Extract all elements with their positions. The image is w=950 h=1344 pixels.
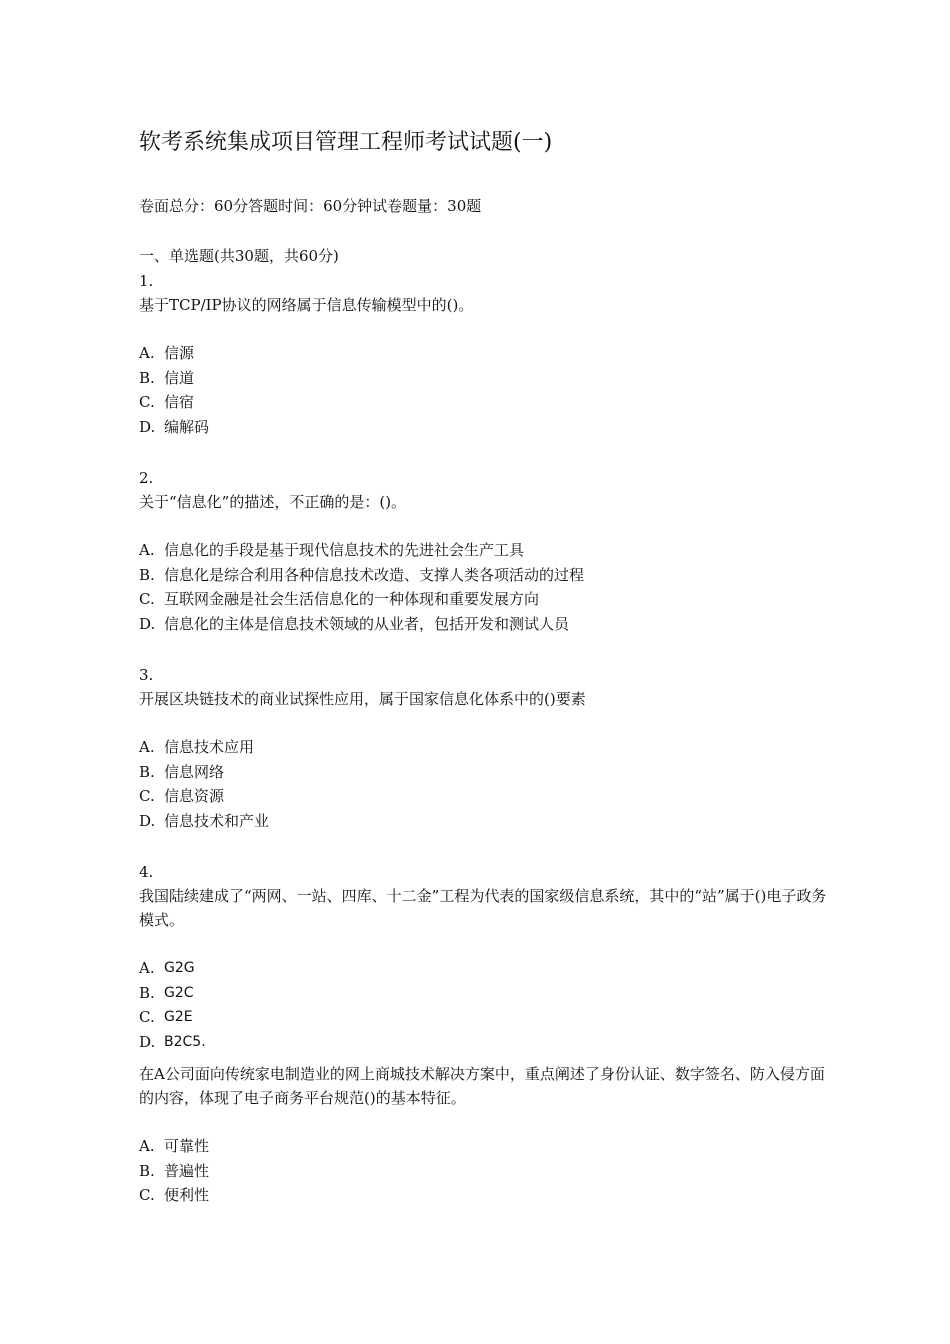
option-a xyxy=(139,1134,829,1159)
exam-meta: 卷面总分：60分答题时间：60分钟试卷题量：30题 xyxy=(139,197,482,215)
question-stem: 关于“信息化”的描述，不正确的是：()。 xyxy=(139,493,407,511)
option-text: 互联网金融是社会生活信息化的一种体现和重要发展方向 xyxy=(164,590,540,609)
question-number: 4. xyxy=(139,863,154,881)
document-title: 软考系统集成项目管理工程师考试试题(一) xyxy=(139,130,553,155)
option-text: 信宿 xyxy=(164,393,195,412)
option-c xyxy=(139,784,829,809)
option-d xyxy=(139,809,829,834)
option-b xyxy=(139,981,829,1006)
option-text: 信息网络 xyxy=(164,762,225,781)
option-key: A. xyxy=(139,541,155,559)
option-text: 信息资源 xyxy=(164,787,225,806)
option-text: G2E xyxy=(164,1009,193,1026)
option-key: C. xyxy=(139,1186,155,1205)
option-text: 编解码 xyxy=(164,417,210,436)
option-b xyxy=(139,760,829,785)
option-text: 便利性 xyxy=(164,1186,210,1205)
option-a xyxy=(139,538,829,563)
option-key: D. xyxy=(139,417,156,436)
option-key: A. xyxy=(139,1137,155,1155)
question-number: 2. xyxy=(139,469,154,487)
option-d xyxy=(139,612,829,637)
option-key: B. xyxy=(139,1161,155,1180)
section-heading: 一、单选题(共30题，共60分) xyxy=(139,247,339,265)
option-text: 信道 xyxy=(164,368,195,387)
option-key: D. xyxy=(139,614,156,633)
option-text: G2G xyxy=(164,960,195,976)
option-a xyxy=(139,956,829,981)
question-5 xyxy=(139,1062,829,1208)
option-a xyxy=(139,341,829,366)
option-c xyxy=(139,587,829,612)
option-b xyxy=(139,563,829,588)
option-text: 信息技术和产业 xyxy=(164,811,270,830)
option-key: D. xyxy=(139,1032,156,1051)
option-text: 信息化的主体是信息技术领域的从业者，包括开发和测试人员 xyxy=(164,614,570,633)
option-text: 普遍性 xyxy=(164,1161,210,1180)
question-stem: 在A公司面向传统家电制造业的网上商城技术解决方案中，重点阐述了身份认证、数字签名、防入侵方面的内容，体现了电子商务平台规范()的基本特征。 xyxy=(139,1065,825,1107)
question-1 xyxy=(139,269,829,439)
option-key: C. xyxy=(139,393,155,412)
option-key: B. xyxy=(139,762,155,781)
option-key: A. xyxy=(139,738,155,756)
option-b xyxy=(139,366,829,391)
option-key: C. xyxy=(139,590,155,609)
question-stem: 基于TCP/IP协议的网络属于信息传输模型中的()。 xyxy=(139,296,474,314)
question-number: 3. xyxy=(139,666,154,684)
question-stem: 我国陆续建成了“两网、一站、四库、十二金”工程为代表的国家级信息系统，其中的“站”属于()电子政务模式。 xyxy=(139,887,827,929)
option-c xyxy=(139,1005,829,1030)
option-c xyxy=(139,390,829,415)
option-key: C. xyxy=(139,1008,155,1027)
option-d xyxy=(139,1030,829,1055)
option-key: A. xyxy=(139,959,155,977)
question-4 xyxy=(139,860,829,1054)
option-key: A. xyxy=(139,344,155,362)
option-key: B. xyxy=(139,983,155,1002)
option-key: D. xyxy=(139,811,156,830)
option-text: B2C5. xyxy=(164,1033,206,1050)
option-key: C. xyxy=(139,787,155,806)
option-text: 可靠性 xyxy=(164,1137,210,1155)
question-3 xyxy=(139,663,829,833)
option-key: B. xyxy=(139,368,155,387)
option-text: 信息技术应用 xyxy=(164,738,255,756)
option-text: 信息化是综合利用各种信息技术改造、支撑人类各项活动的过程 xyxy=(164,565,585,584)
option-key: B. xyxy=(139,565,155,584)
option-c xyxy=(139,1183,829,1208)
option-d xyxy=(139,415,829,440)
option-b xyxy=(139,1159,829,1184)
option-text: G2C xyxy=(164,984,194,1001)
option-text: 信息化的手段是基于现代信息技术的先进社会生产工具 xyxy=(164,541,525,559)
option-text: 信源 xyxy=(164,344,195,362)
option-a xyxy=(139,735,829,760)
question-stem: 开展区块链技术的商业试探性应用，属于国家信息化体系中的()要素 xyxy=(139,690,586,708)
question-2 xyxy=(139,466,829,636)
question-number: 1. xyxy=(139,272,154,290)
